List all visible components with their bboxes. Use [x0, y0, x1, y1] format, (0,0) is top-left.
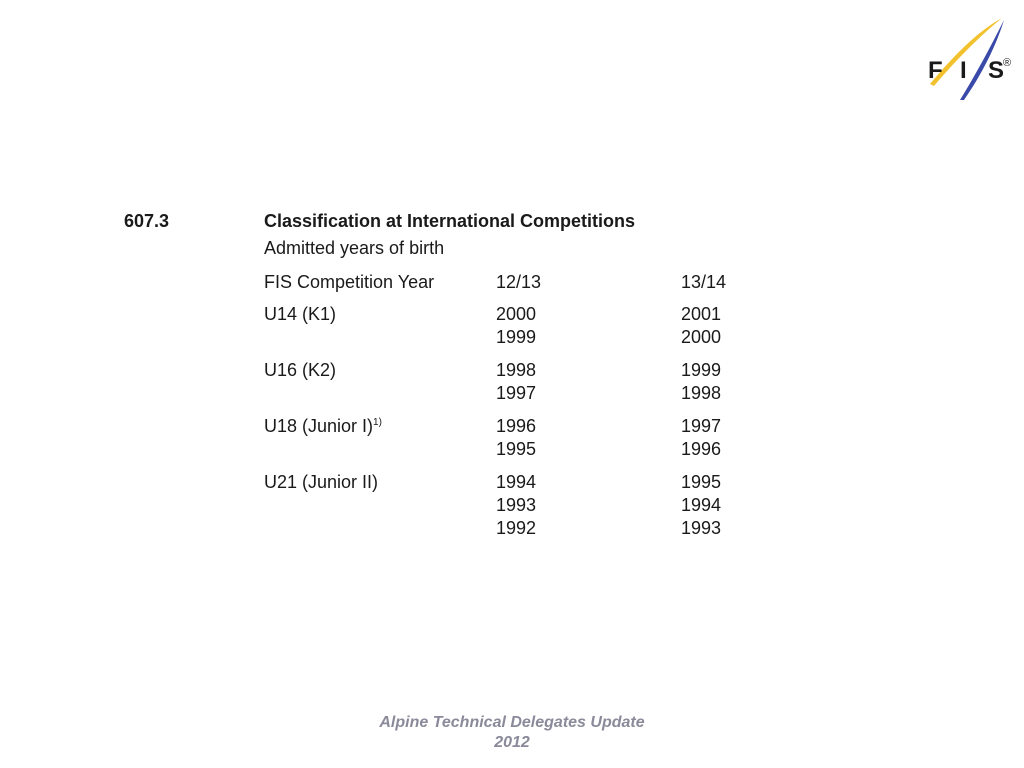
fis-logo: [924, 14, 1016, 102]
footnote-marker: 1): [373, 417, 382, 428]
category-label: U16 (K2): [264, 360, 337, 380]
year-value: 1996: [496, 416, 537, 436]
category-label-u18: [264, 415, 382, 438]
year-value: 2000: [496, 304, 537, 324]
header-season-1314: 13/14: [681, 272, 727, 292]
years-1314: [681, 471, 721, 540]
year-value: 1994: [496, 472, 537, 492]
logo-letter-s: S: [988, 57, 1005, 84]
logo-letter-f: F: [928, 57, 943, 84]
years-1213: [496, 359, 536, 405]
year-value: 1995: [496, 439, 537, 459]
footer-title: Alpine Technical Delegates Update: [379, 714, 645, 731]
year-value: 1992: [496, 518, 537, 538]
footer-year: 2012: [494, 734, 530, 751]
header-season-1213: 12/13: [496, 272, 542, 292]
year-value: 1994: [681, 495, 722, 515]
years-1213: [496, 415, 536, 461]
years-1314: [681, 303, 721, 349]
header-label: FIS Competition Year: [264, 272, 435, 292]
years-1213: [496, 471, 536, 540]
section-subtitle: Admitted years of birth: [264, 238, 445, 258]
year-value: 2000: [681, 327, 722, 347]
section-title: Classification at International Competitions: [264, 211, 636, 231]
rule-number: 607.3: [124, 211, 170, 231]
slide-footer: [0, 713, 1024, 753]
year-value: 1993: [496, 495, 537, 515]
year-value: 1997: [681, 416, 722, 436]
year-value: 1999: [496, 327, 537, 347]
years-1314: [681, 415, 721, 461]
category-label: U21 (Junior II): [264, 472, 379, 492]
year-value: 2001: [681, 304, 722, 324]
years-1213: [496, 303, 536, 349]
year-value: 1999: [681, 360, 722, 380]
category-label: U14 (K1): [264, 304, 337, 324]
category-label: U18 (Junior I): [264, 416, 374, 436]
year-value: 1997: [496, 383, 537, 403]
year-value: 1998: [496, 360, 537, 380]
year-value: 1998: [681, 383, 722, 403]
year-value: 1993: [681, 518, 722, 538]
registered-mark: ®: [1003, 57, 1012, 69]
logo-letter-i: I: [960, 57, 967, 84]
year-value: 1996: [681, 439, 722, 459]
years-1314: [681, 359, 721, 405]
year-value: 1995: [681, 472, 722, 492]
